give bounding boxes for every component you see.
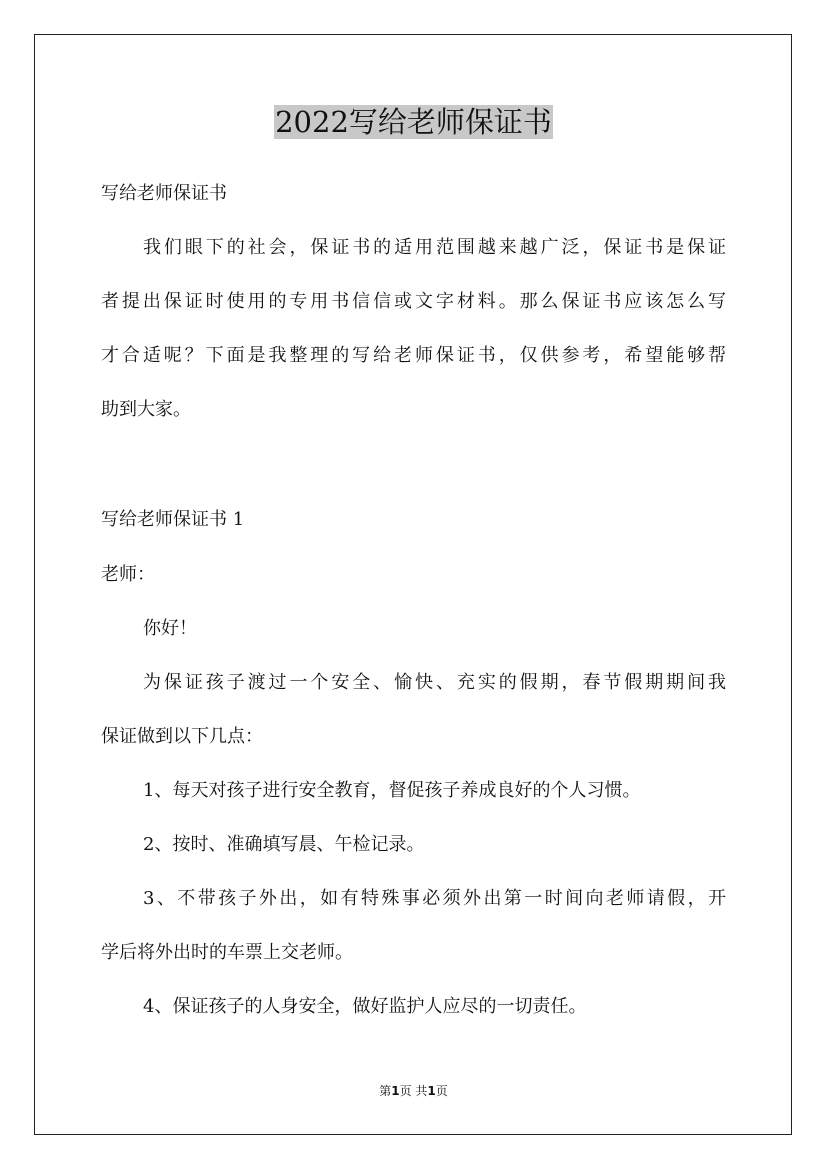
intro-line-3: 才合适呢？下面是我整理的写给老师保证书，仅供参考，希望能够帮 bbox=[101, 345, 726, 366]
list-item-3-line-2: 学后将外出时的车票上交老师。 bbox=[101, 942, 353, 963]
subtitle: 写给老师保证书 bbox=[101, 183, 227, 204]
body-line-1: 为保证孩子渡过一个安全、愉快、充实的假期，春节假期期间我 bbox=[143, 672, 726, 693]
salutation: 老师： bbox=[101, 564, 155, 585]
list-item-1: 1、每天对孩子进行安全教育，督促孩子养成良好的个人习惯。 bbox=[143, 780, 641, 801]
greeting: 你好！ bbox=[143, 618, 197, 639]
footer-page-current: 1 bbox=[391, 1084, 400, 1098]
footer-page-total: 1 bbox=[427, 1084, 436, 1098]
list-item-3-line-1: 3、不带孩子外出，如有特殊事必须外出第一时间向老师请假，开 bbox=[143, 888, 726, 909]
section-heading: 写给老师保证书 1 bbox=[101, 509, 245, 530]
intro-line-1: 我们眼下的社会，保证书的适用范围越来越广泛，保证书是保证 bbox=[143, 237, 726, 258]
page-footer bbox=[0, 1083, 827, 1099]
document-title-block bbox=[0, 100, 827, 144]
footer-page-suffix: 页 bbox=[435, 1084, 448, 1098]
intro-line-2: 者提出保证时使用的专用书信信或文字材料。那么保证书应该怎么写 bbox=[101, 291, 726, 312]
intro-line-4: 助到大家。 bbox=[101, 399, 191, 420]
footer-page-mid: 页 共 bbox=[399, 1084, 428, 1098]
list-item-2: 2、按时、准确填写晨、午检记录。 bbox=[143, 834, 425, 855]
footer-page-prefix: 第 bbox=[379, 1084, 392, 1098]
list-item-4: 4、保证孩子的人身安全，做好监护人应尽的一切责任。 bbox=[143, 996, 587, 1017]
body-line-2: 保证做到以下几点： bbox=[101, 726, 263, 747]
document-title: 2022写给老师保证书 bbox=[275, 105, 552, 139]
